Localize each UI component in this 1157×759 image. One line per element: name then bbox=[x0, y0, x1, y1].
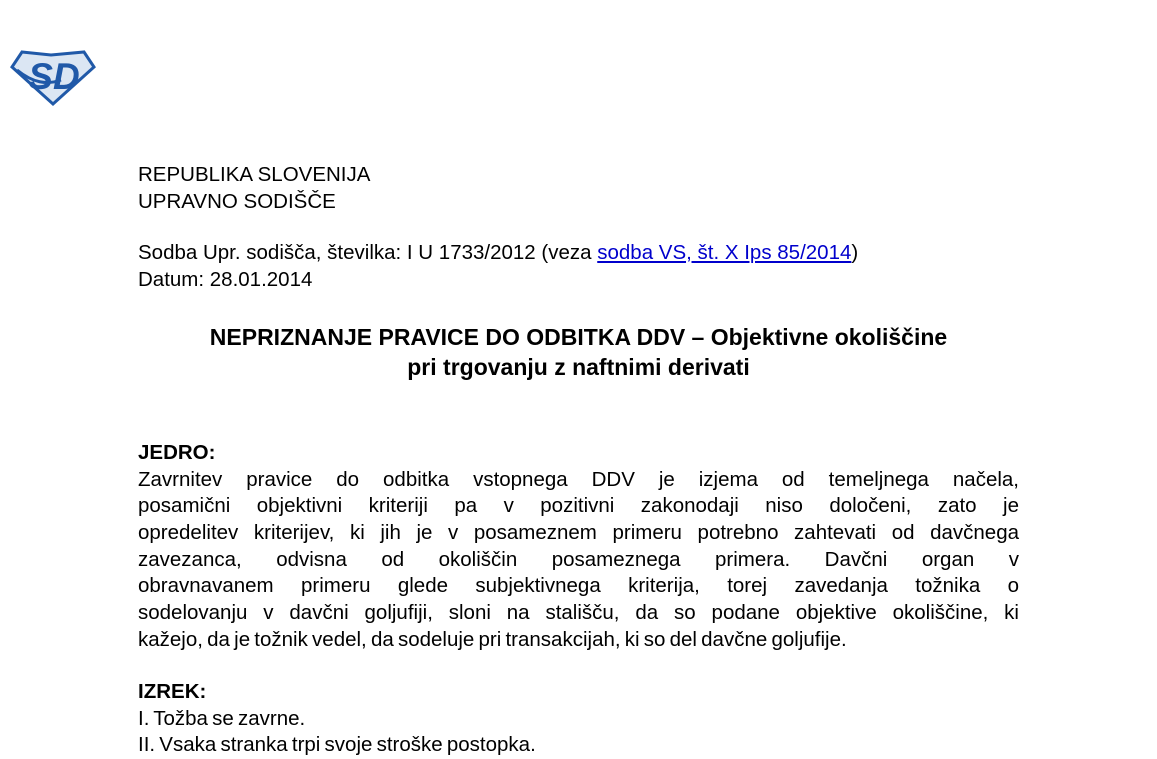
authority-country: REPUBLIKA SLOVENIJA bbox=[138, 163, 371, 186]
izrek-heading: IZREK: bbox=[138, 680, 207, 703]
sd-shield-icon bbox=[11, 47, 95, 105]
jedro-text-line: opredelitev kriterijev, ki jih je v posameznem primeru potrebno zahtevati od davčnega bbox=[138, 521, 1019, 545]
authority-court: UPRAVNO SODIŠČE bbox=[138, 189, 336, 213]
case-number-close-paren: ) bbox=[851, 241, 859, 264]
jedro-text-line: zavezanca, odvisna od okoliščin posameznega primera. Davčni organ v bbox=[138, 547, 1019, 571]
jedro-text-line: Zavrnitev pravice do odbitka vstopnega DDV je izjema od temeljnega načela, bbox=[138, 467, 1019, 491]
sd-logo-icon bbox=[11, 47, 95, 105]
case-info bbox=[138, 240, 858, 293]
document-title-line2: pri trgovanju z naftnimi derivati bbox=[407, 353, 750, 380]
case-number-line bbox=[138, 240, 858, 267]
jedro-text-line: posamični objektivni kriteriji pa v pozitivni zakonodaji niso določeni, zato je bbox=[138, 494, 1019, 518]
jedro-text-line: obravnavanem primeru glede subjektivnega kriterija, torej zavedanja tožnika o bbox=[138, 574, 1019, 598]
logo-letters: SD bbox=[28, 56, 80, 97]
case-number-text: Sodba Upr. sodišča, številka: I U 1733/2012 (veza bbox=[138, 241, 598, 264]
related-judgment-link[interactable]: sodba VS, št. X Ips 85/2014 bbox=[597, 241, 852, 264]
jedro-text-line: sodelovanju v davčni goljufiji, sloni na stališču, da so podane objektive okoliščine, ki bbox=[138, 601, 1019, 625]
document-title bbox=[128, 322, 1029, 382]
jedro-section bbox=[138, 440, 1019, 654]
jedro-text-line: kažejo, da je tožnik vedel, da sodeluje pri transakcijah, ki so del davčne goljufije. bbox=[138, 627, 847, 651]
izrek-item: II. Vsaka stranka trpi svoje stroške postopka. bbox=[138, 733, 536, 757]
izrek-item: I. Tožba se zavrne. bbox=[138, 706, 306, 730]
jedro-heading: JEDRO: bbox=[138, 441, 216, 464]
case-date-line: Datum: 28.01.2014 bbox=[138, 267, 313, 291]
izrek-section bbox=[138, 679, 1019, 759]
document-title-line1: NEPRIZNANJE PRAVICE DO ODBITKA DDV – Objektivne okoliščine bbox=[209, 323, 948, 350]
authority-header bbox=[138, 162, 370, 215]
